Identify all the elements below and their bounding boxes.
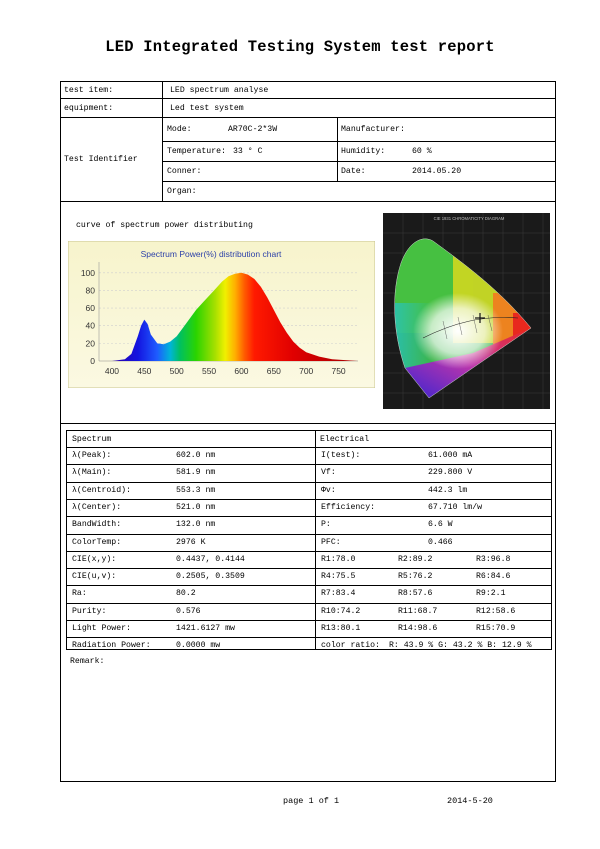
cie-title: CIE 1931 CHROMATICITY DIAGRAM: [433, 216, 505, 221]
x-tick-label: 450: [137, 366, 152, 376]
spectrum-param-value: 521.0 nm: [176, 503, 216, 512]
humidity-value: 60 %: [412, 147, 432, 156]
spectrum-param-value: 553.3 nm: [176, 486, 216, 495]
table-row-divider: [66, 637, 552, 638]
spectrum-param-value: 0.4437, 0.4144: [176, 555, 245, 564]
temperature-label: Temperature:: [167, 147, 226, 156]
spectrum-param-value: 80.2: [176, 589, 196, 598]
table-row-divider: [66, 447, 552, 448]
divider: [60, 201, 556, 202]
data-table: [66, 430, 552, 650]
conner-label: Conner:: [167, 167, 202, 176]
temperature-value: 33 ° C: [233, 147, 263, 156]
divider: [60, 98, 556, 99]
test-item-value: LED spectrum analyse: [170, 86, 269, 95]
organ-label: Organ:: [167, 187, 197, 196]
spectrum-param-label: λ(Center):: [72, 503, 122, 512]
cri-value: R4:75.5: [321, 572, 356, 581]
y-tick-label: 100: [80, 267, 95, 278]
date-value: 2014.05.20: [412, 167, 462, 176]
cri-value: R3:96.8: [476, 555, 511, 564]
cri-value: R9:2.1: [476, 589, 506, 598]
x-tick-label: 750: [331, 366, 346, 376]
cri-value: R8:57.6: [398, 589, 433, 598]
table-row-divider: [66, 620, 552, 621]
table-row-divider: [66, 516, 552, 517]
spectrum-caption: curve of spectrum power distributing: [76, 221, 253, 230]
table-row-divider: [66, 568, 552, 569]
cri-value: R2:89.2: [398, 555, 433, 564]
page-number: page 1 of 1: [283, 796, 340, 806]
electrical-param-value: 229.800 V: [428, 468, 473, 477]
divider: [60, 423, 556, 424]
manufacturer-label: Manufacturer:: [341, 125, 405, 134]
electrical-param-label: Vf:: [321, 468, 336, 477]
date-label: Date:: [341, 167, 366, 176]
x-tick-label: 700: [299, 366, 314, 376]
cri-value: R14:98.6: [398, 624, 438, 633]
divider: [337, 117, 338, 181]
cie-diagram: [383, 213, 550, 409]
cri-value: R11:68.7: [398, 607, 438, 616]
electrical-param-value: 6.6 W: [428, 520, 453, 529]
spectrum-param-value: 0.576: [176, 607, 201, 616]
cri-value: R12:58.6: [476, 607, 516, 616]
y-tick-label: 0: [90, 356, 95, 366]
spectrum-param-label: Purity:: [72, 607, 107, 616]
color-ratio-value: R: 43.9 % G: 43.2 % B: 12.9 %: [389, 641, 532, 650]
spectrum-param-value: 581.9 nm: [176, 468, 216, 477]
equipment-value: Led test system: [170, 104, 244, 113]
spectrum-param-label: Light Power:: [72, 624, 131, 633]
y-tick-label: 20: [85, 338, 95, 349]
divider: [162, 81, 163, 201]
chart-title: Spectrum Power(%) distribution chart: [140, 249, 282, 259]
x-tick-label: 550: [201, 366, 217, 376]
table-row-divider: [66, 603, 552, 604]
spectrum-header: Spectrum: [72, 435, 112, 444]
table-row-divider: [66, 534, 552, 535]
electrical-param-value: 0.466: [428, 538, 453, 547]
spectrum-param-value: 2976 K: [176, 538, 206, 547]
test-identifier-label: Test Identifier: [64, 155, 138, 164]
spectrum-param-label: Ra:: [72, 589, 87, 598]
y-tick-label: 60: [85, 303, 95, 314]
spectrum-param-label: λ(Centroid):: [72, 486, 131, 495]
x-tick-label: 400: [104, 366, 120, 376]
mode-label: Mode:: [167, 125, 192, 134]
spectrum-param-label: ColorTemp:: [72, 538, 122, 547]
spectrum-param-value: 602.0 nm: [176, 451, 216, 460]
cri-value: R7:83.4: [321, 589, 356, 598]
report-title: LED Integrated Testing System test report: [105, 38, 495, 56]
cri-value: R13:80.1: [321, 624, 361, 633]
spectrum-param-value: 132.0 nm: [176, 520, 216, 529]
spectrum-param-label: λ(Main):: [72, 468, 112, 477]
divider: [162, 161, 556, 162]
x-tick-label: 500: [169, 366, 184, 376]
electrical-param-value: 442.3 lm: [428, 486, 468, 495]
divider: [315, 430, 316, 650]
spectrum-param-label: λ(Peak):: [72, 451, 112, 460]
divider: [162, 141, 556, 142]
footer-date: 2014-5-20: [447, 796, 493, 806]
table-row-divider: [66, 585, 552, 586]
electrical-param-value: 67.710 lm/w: [428, 503, 483, 512]
cri-value: R1:78.0: [321, 555, 356, 564]
electrical-param-label: Efficiency:: [321, 503, 376, 512]
spectrum-param-value: 0.0000 mw: [176, 641, 221, 650]
table-row-divider: [66, 464, 552, 465]
spectrum-param-label: CIE(u,v):: [72, 572, 117, 581]
divider: [60, 117, 556, 118]
table-row-divider: [66, 551, 552, 552]
cri-value: R5:76.2: [398, 572, 433, 581]
x-tick-label: 600: [234, 366, 249, 376]
cri-value: R15:70.9: [476, 624, 516, 633]
y-tick-label: 80: [85, 285, 95, 296]
electrical-param-label: P:: [321, 520, 331, 529]
mode-value: AR70C-2*3W: [228, 125, 278, 134]
electrical-param-label: PFC:: [321, 538, 341, 547]
spectrum-param-value: 1421.6127 mw: [176, 624, 235, 633]
remark-label: Remark:: [70, 657, 105, 666]
humidity-label: Humidity:: [341, 147, 386, 156]
spectrum-param-label: Radiation Power:: [72, 641, 151, 650]
electrical-param-label: I(test):: [321, 451, 361, 460]
y-tick-label: 40: [85, 320, 95, 331]
cri-value: R6:84.6: [476, 572, 511, 581]
electrical-header: Electrical: [320, 435, 370, 444]
spectrum-param-value: 0.2505, 0.3509: [176, 572, 245, 581]
test-item-label: test item:: [64, 86, 114, 95]
spectrum-chart: [68, 241, 375, 388]
electrical-param-value: 61.000 mA: [428, 451, 473, 460]
table-row-divider: [66, 499, 552, 500]
equipment-label: equipment:: [64, 104, 114, 113]
electrical-param-label: color ratio:: [321, 641, 380, 650]
table-row-divider: [66, 482, 552, 483]
electrical-param-label: Φv:: [321, 486, 336, 495]
divider: [162, 181, 556, 182]
cri-value: R10:74.2: [321, 607, 361, 616]
x-tick-label: 650: [266, 366, 281, 376]
spectrum-param-label: CIE(x,y):: [72, 555, 117, 564]
spectrum-param-label: BandWidth:: [72, 520, 122, 529]
